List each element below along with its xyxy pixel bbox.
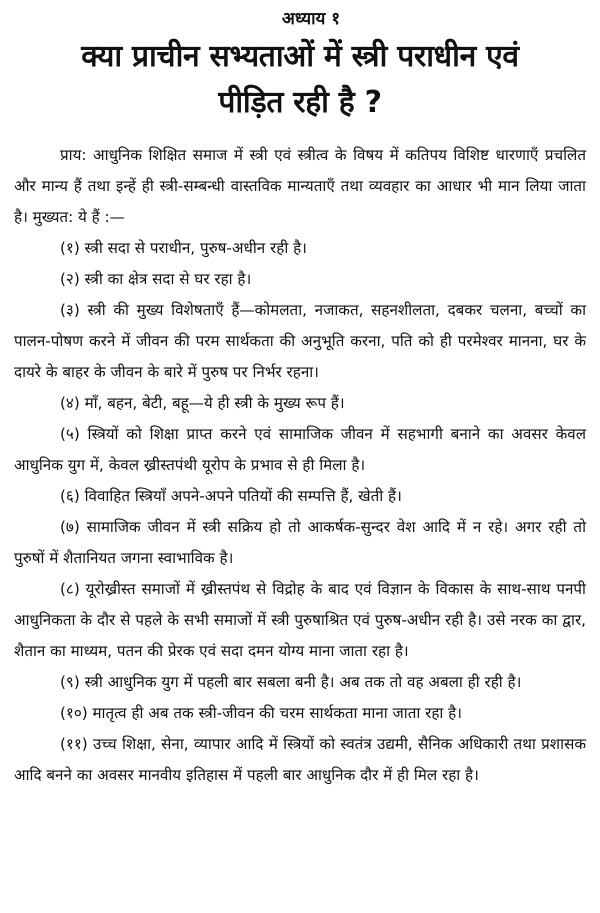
list-item-8: (८) यूरोख्रीस्त समाजों में ख्रीस्तपंथ से विद्रोह के बाद एवं विज्ञान के विकास के साथ-साथ पनपी आधुनिकता के दौर से पहले के सभी समाजों में स्त्री पुरुषाश्रित एवं पुरुष-अधीन रही है। उसे नरक का द्वार, शैतान का माध्यम, पतन की प्रेरक एवं सदा दमन योग्य माना जाता रहा है। xyxy=(14,580,586,660)
list-item-4: (४) माँ, बहन, बेटी, बहू—ये ही स्त्री के मुख्य रूप हैं। xyxy=(60,394,345,412)
chapter-title-line-1: क्या प्राचीन सभ्यताओं में स्त्री पराधीन एवं xyxy=(81,39,519,74)
body-text xyxy=(14,140,586,791)
chapter-title-line-2: पीड़ित रही है ? xyxy=(218,85,382,120)
list-item-9: (९) स्त्री आधुनिक युग में पहली बार सबला बनी है। अब तक तो वह अबला ही रही है। xyxy=(60,673,522,691)
list-item-2: (२) स्त्री का क्षेत्र सदा से घर रहा है। xyxy=(60,270,252,288)
list-item-1: (१) स्त्री सदा से पराधीन, पुरुष-अधीन रही है। xyxy=(60,239,307,257)
intro-paragraph: प्राय: आधुनिक शिक्षित समाज में स्त्री एवं स्त्रीत्व के विषय में कतिपय विशिष्ट धारणाएँ प्रचलित और मान्य हैं तथा इन्हें ही स्त्री-सम्बन्धी वास्तविक मान्यताएँ तथा व्यवहार का आधार भी मान लिया जाता है। मुख्यत: ये हैं :— xyxy=(14,146,586,226)
list-item-3: (३) स्त्री की मुख्य विशेषताएँ हैं—कोमलता, नजाकत, सहनशीलता, दबकर चलना, बच्चों का पालन-पोषण करने में जीवन की परम सार्थकता की अनुभूति करना, पति को ही परमेश्वर मानना, घर के दायरे के बाहर के जीवन के बारे में पुरुष पर निर्भर रहना। xyxy=(14,301,586,381)
chapter-title xyxy=(14,34,586,126)
list-item-5: (५) स्त्रियों को शिक्षा प्राप्त करने एवं सामाजिक जीवन में सहभागी बनाने का अवसर केवल आधुनिक युग में, केवल ख्रीस्तपंथी यूरोप के प्रभाव से ही मिला है। xyxy=(14,425,586,474)
list-item-10: (१०) मातृत्व ही अब तक स्त्री-जीवन की चरम सार्थकता माना जाता रहा है। xyxy=(60,704,462,722)
chapter-label: अध्याय १ xyxy=(281,9,341,29)
list-item-7: (७) सामाजिक जीवन में स्त्री सक्रिय हो तो आकर्षक-सुन्दर वेश आदि में न रहे। अगर रही तो पुरुषों में शैतानियत जगना स्वाभाविक है। xyxy=(14,518,586,567)
list-item-11: (११) उच्च शिक्षा, सेना, व्यापार आदि में स्त्रियों को स्वतंत्र उद्यमी, सैनिक अधिकारी तथा प्रशासक आदि बनने का अवसर मानवीय इतिहास में पहली बार आधुनिक दौर में ही मिल रहा है। xyxy=(14,735,586,784)
list-item-6: (६) विवाहित स्त्रियाँ अपने-अपने पतियों की सम्पत्ति हैं, खेती हैं। xyxy=(60,487,402,505)
